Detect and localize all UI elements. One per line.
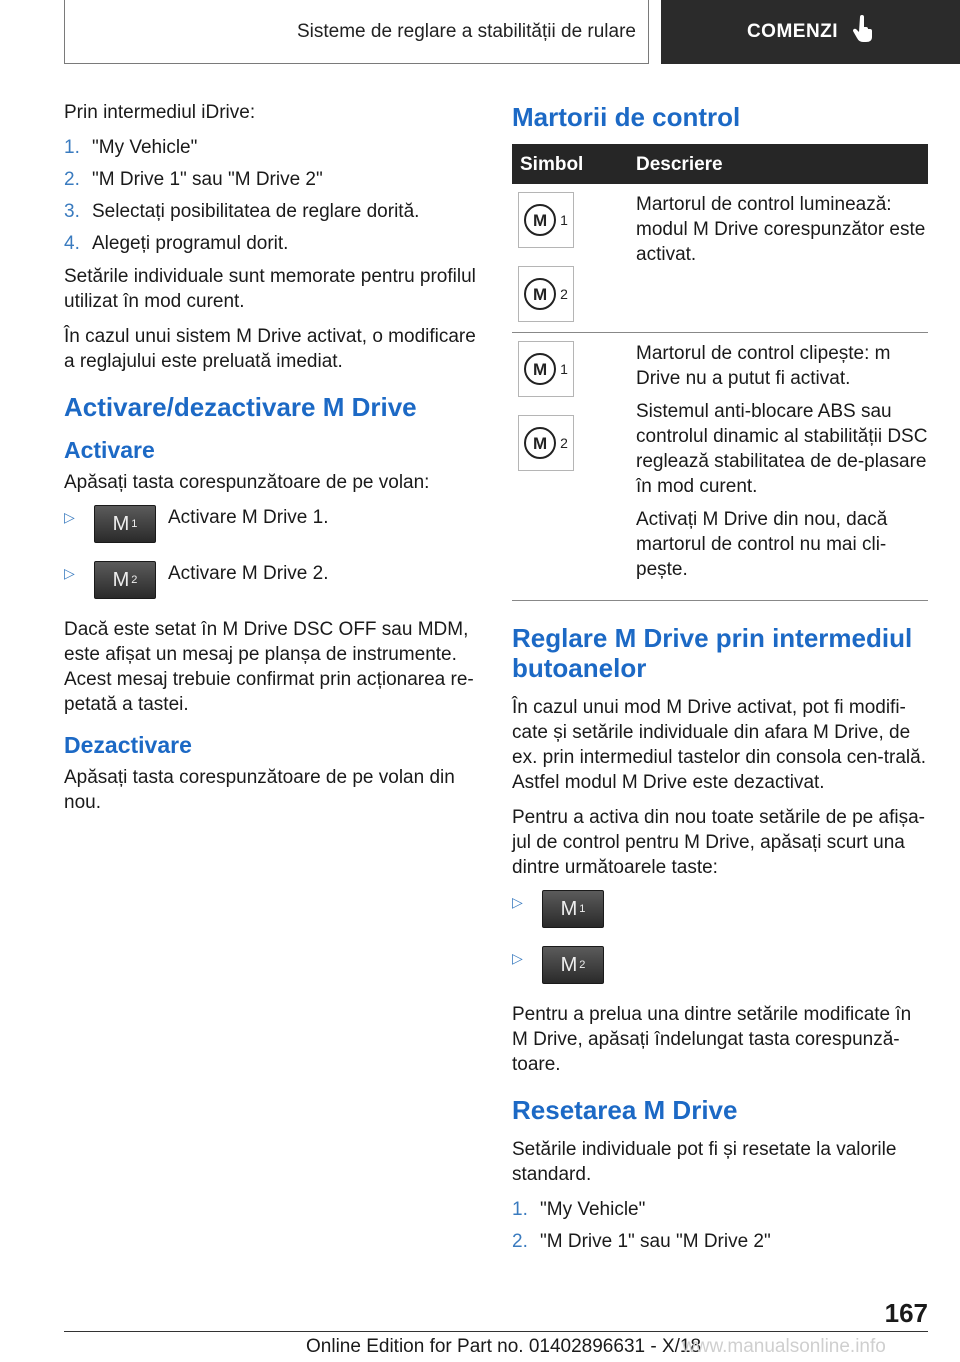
list-item: [64, 505, 478, 543]
list-item: [64, 199, 478, 224]
m2-key-icon: M 2: [542, 946, 604, 984]
paragraph: Pentru a prelua una dintre setările modificate în M Drive, apăsați îndelungat tasta corespunză-toare.: [512, 1004, 912, 1075]
heading-resetare: Resetarea M Drive: [512, 1095, 738, 1125]
triangle-bullet-icon: ▷: [64, 565, 75, 581]
intro-text: Prin intermediul iDrive:: [64, 102, 256, 123]
header-section-title: [64, 0, 649, 64]
step-number: 1.: [512, 1199, 528, 1220]
table-header-symbol: Simbol: [520, 153, 584, 175]
step-number: 3.: [64, 201, 80, 222]
m1-indicator-icon: M 1: [518, 192, 574, 248]
paragraph: Dacă este setat în M Drive DSC OFF sau MDM, este afișat un mesaj pe planșa de instrumente. Acest mesaj trebuie confirmat prin acționarea re-petată a tastei.: [64, 619, 474, 715]
step-text: Alegeți programul dorit.: [92, 233, 289, 254]
step-text: "My Vehicle": [92, 137, 198, 158]
m2-indicator-icon: M 2: [518, 415, 574, 471]
left-column: [64, 100, 478, 825]
m1-indicator-icon: M 1: [518, 341, 574, 397]
heading-activare: Activare: [64, 437, 155, 463]
steps-list: [64, 135, 478, 256]
step-text: Selectați posibilitatea de reglare dorită.: [92, 201, 420, 222]
step-text: "M Drive 1" sau "M Drive 2": [92, 169, 323, 190]
step-number: 1.: [64, 137, 80, 158]
list-item: [64, 231, 478, 256]
list-item: [64, 167, 478, 192]
list-item: [512, 946, 928, 984]
heading-activation: Activare/dezactivare M Drive: [64, 392, 417, 422]
triangle-bullet-icon: ▷: [512, 950, 523, 966]
footer-divider: [64, 1331, 928, 1332]
table-row: [512, 184, 928, 333]
triangle-bullet-icon: ▷: [64, 509, 75, 525]
watermark-text: www.manualsonline.info: [682, 1336, 886, 1357]
list-item: [512, 1229, 928, 1254]
m2-indicator-icon: M 2: [518, 266, 574, 322]
step-number: 2.: [512, 1231, 528, 1252]
paragraph: Pentru a activa din nou toate setările de pe afișa-jul de control pentru M Drive, apăsați scurt una dintre următoarele taste:: [512, 807, 925, 878]
table-row: [512, 333, 928, 601]
table-cell: Martorul de control luminează: modul M Drive corespunzător este activat.: [636, 194, 926, 265]
heading-martorii: Martorii de control: [512, 102, 741, 132]
bullet-text: Activare M Drive 1.: [168, 507, 329, 528]
page-number: 167: [884, 1298, 928, 1328]
m1-key-icon: M 1: [542, 890, 604, 928]
steps-list: [512, 1197, 928, 1254]
paragraph: În cazul unui mod M Drive activat, pot fi modifi-cate și setările individuale din afara M Drive, de ex. prin intermediul tastelor din consola cen-trală. Astfel modul M Drive este dezactivat.: [512, 697, 926, 793]
list-item: [64, 135, 478, 160]
header-tab[interactable]: [661, 0, 960, 64]
list-item: [512, 890, 928, 928]
bullet-text: Activare M Drive 2.: [168, 563, 329, 584]
tab-label: COMENZI: [746, 21, 839, 42]
paragraph: Apăsați tasta corespunzătoare de pe volan din nou.: [64, 767, 455, 813]
right-column: [512, 100, 928, 1262]
edition-text: Online Edition for Part no. 01402896631 - X/18: [306, 1336, 702, 1357]
hand-pointer-icon: [852, 15, 874, 49]
list-item: [512, 1197, 928, 1222]
paragraph: Apăsați tasta corespunzătoare de pe volan:: [64, 472, 430, 493]
paragraph: Setările individuale sunt memorate pentru profilul utilizat în mod curent.: [64, 266, 476, 312]
table-cell: Martorul de control clipește: m Drive nu a putut fi activat.: [636, 343, 891, 389]
triangle-bullet-icon: ▷: [512, 894, 523, 910]
heading-dezactivare: Dezactivare: [64, 732, 192, 758]
paragraph: În cazul unui sistem M Drive activat, o modificare a reglajului este preluată imediat.: [64, 326, 476, 372]
paragraph: Setările individuale pot fi și resetate la valorile standard.: [512, 1139, 897, 1185]
step-number: 4.: [64, 233, 80, 254]
table-header-description: Descriere: [636, 153, 723, 175]
table-header: [512, 144, 928, 184]
table-cell: Sistemul anti-blocare ABS sau controlul dinamic al stabilității DSC reglează stabilitatea de de-plasare în mod curent.: [636, 401, 928, 497]
table-cell: Activați M Drive din nou, dacă martorul de control nu mai cli-pește.: [636, 509, 888, 580]
step-text: "M Drive 1" sau "M Drive 2": [540, 1231, 771, 1252]
step-number: 2.: [64, 169, 80, 190]
section-title: Sisteme de reglare a stabilității de rulare: [296, 20, 636, 42]
heading-reglare: Reglare M Drive prin intermediul butoanelor: [512, 623, 913, 683]
m2-key-icon: M 2: [94, 561, 156, 599]
step-text: "My Vehicle": [540, 1199, 646, 1220]
m1-key-icon: M 1: [94, 505, 156, 543]
list-item: [64, 561, 478, 599]
